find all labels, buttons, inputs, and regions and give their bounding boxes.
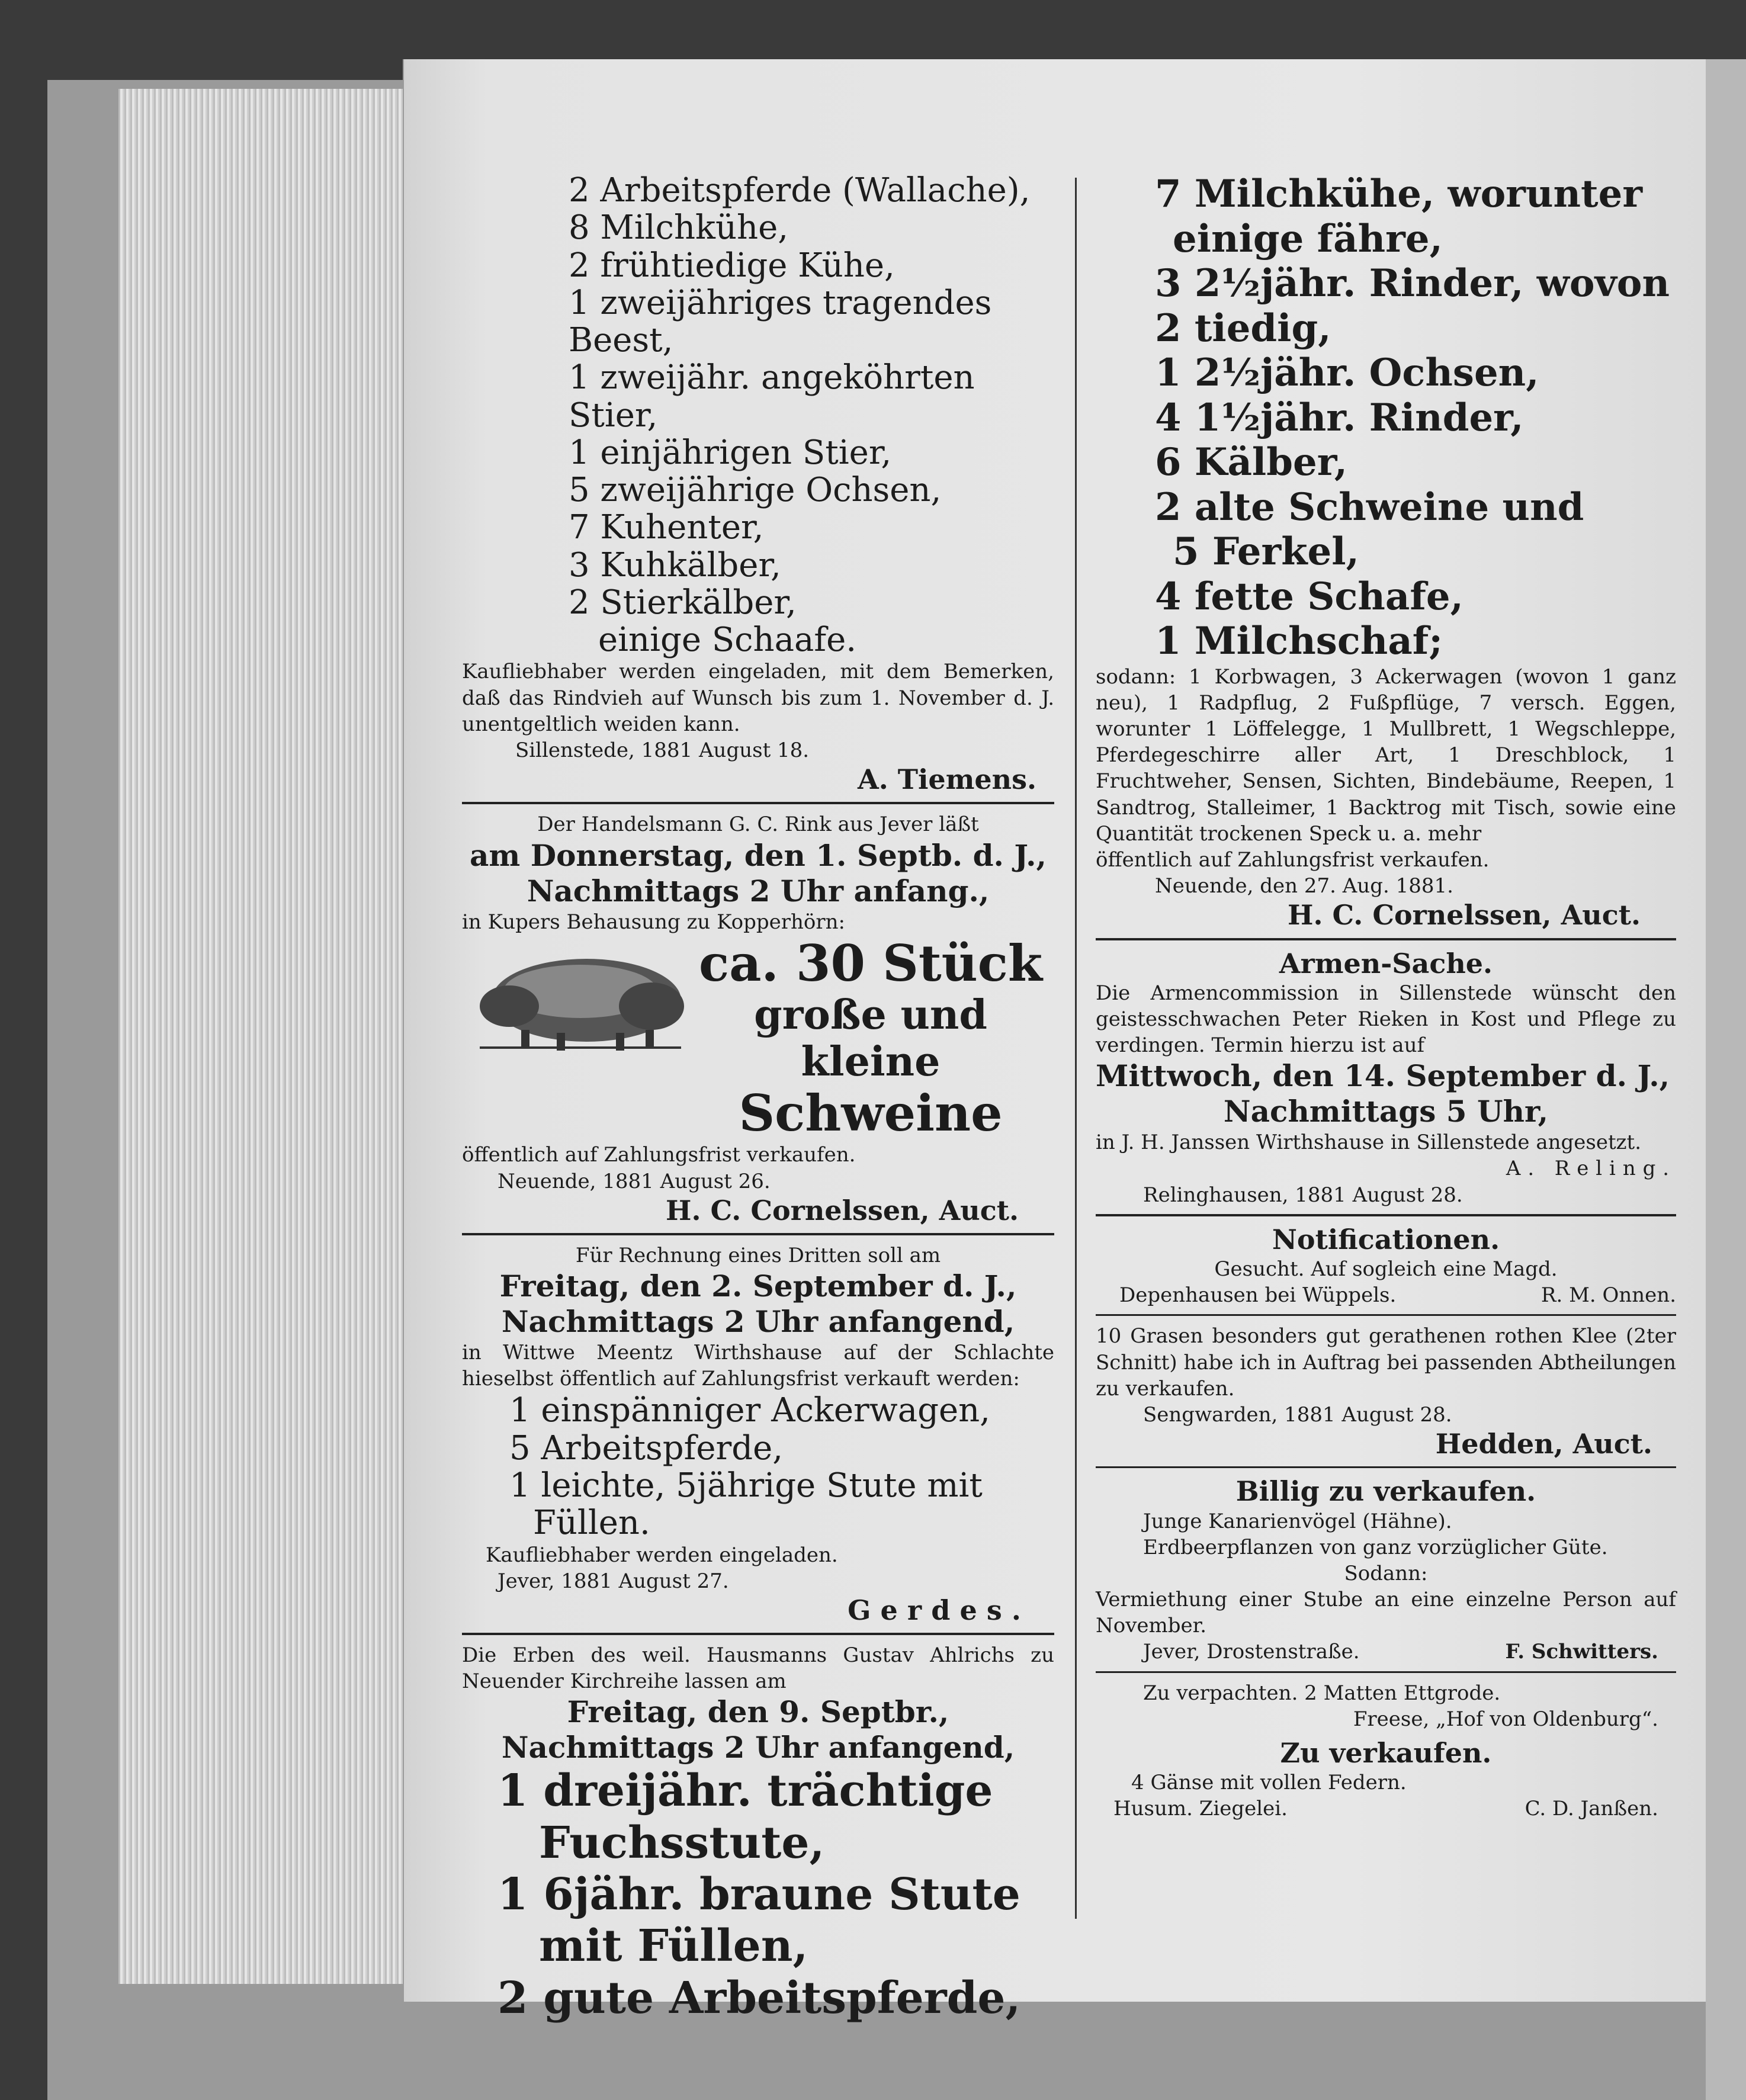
pig-block	[462, 935, 1054, 1142]
list-item: einige Schaafe.	[598, 621, 857, 660]
headline-item: 4 1½jähr. Rinder,	[1155, 395, 1524, 440]
pig-illustration	[468, 935, 693, 1059]
ad-date-line: Freitag, den 9. Septbr.,	[567, 1694, 949, 1730]
facing-page-edge	[1706, 59, 1746, 2100]
ad-separator	[1096, 938, 1676, 940]
ad-text: Vermiethung einer Stube an eine einzelne Person auf November.	[1096, 1588, 1676, 1638]
ad-signature: C. D. Janßen.	[1524, 1797, 1658, 1821]
ad-armen-sache	[1096, 948, 1676, 1208]
ad-separator	[1096, 1314, 1676, 1316]
list-item: 7 Kuhenter,	[569, 508, 764, 547]
ad-footer	[1096, 1282, 1676, 1308]
ad-date: Jever, 1881 August 27.	[498, 1569, 729, 1593]
ad-text: Gesucht. Auf sogleich eine Magd.	[1214, 1257, 1558, 1282]
ad-text: 10 Grasen besonders gut gerathenen rothen Klee (2ter Schnitt) habe ich in Auftrag bei passenden Abtheilungen zu verkaufen.	[1096, 1324, 1676, 1401]
ad-intro: Die Erben des weil. Hausmanns Gustav Ahlrichs zu Neuender Kirchreihe lassen am	[462, 1643, 1054, 1694]
ad-date: Neuende, 1881 August 26.	[498, 1169, 771, 1193]
headline-item: 1 dreijähr. trächtige	[498, 1765, 993, 1817]
headline-item: 1 2½jähr. Ochsen,	[1155, 351, 1539, 396]
ad-signature: F. Schwitters.	[1505, 1640, 1658, 1664]
headline-item: 2 gute Arbeitspferde,	[498, 1972, 1021, 2024]
list-item: 5 zweijährige Ochsen,	[569, 471, 942, 510]
ad-text: Zu verpachten. 2 Matten Ettgrode.	[1143, 1681, 1501, 1705]
ad-signature: A. Tiemens.	[858, 763, 1036, 796]
ad-footer	[1096, 1639, 1676, 1665]
ad-title: Notificationen.	[1272, 1223, 1500, 1255]
ad-time-line: Nachmittags 2 Uhr anfang.,	[527, 873, 990, 908]
ad-signature: Hedden, Auct.	[1435, 1428, 1652, 1460]
ad-place: Jever, Drostenstraße.	[1143, 1640, 1360, 1664]
ad-intro: Für Rechnung eines Dritten soll am	[575, 1243, 941, 1267]
list-item: 2 Arbeitspferde (Wallache),	[569, 171, 1031, 210]
list-item: Füllen.	[533, 1504, 650, 1543]
ad-separator	[1096, 1214, 1676, 1216]
headline-item: mit Füllen,	[539, 1921, 808, 1972]
ad-title: Billig zu verkaufen.	[1235, 1475, 1536, 1508]
ad-footer	[1096, 1796, 1676, 1822]
ad-signature: Freese, „Hof von Oldenburg“.	[1353, 1707, 1658, 1731]
headline-item: 3 2½jähr. Rinder, wovon 2 tiedig,	[1155, 261, 1670, 351]
ad-text: 4 Gänse mit vollen Federn.	[1131, 1771, 1407, 1795]
ad-note: Kaufliebhaber werden eingeladen, mit dem Bemerken, daß das Rindvieh auf Wunsch bis zum 1. November d. J. unentgeltlich weiden kann.	[462, 660, 1054, 736]
ad-title: Zu verkaufen.	[1280, 1737, 1492, 1770]
ad-separator	[462, 1633, 1054, 1635]
list-item: 5 Arbeitspferde,	[509, 1428, 784, 1468]
ad-horse-sale	[462, 1642, 1054, 2024]
pig-word: Schweine	[739, 1083, 1003, 1142]
ad-separator	[1096, 1671, 1676, 1673]
list-item: 2 frühtiedige Kühe,	[569, 246, 895, 285]
ad-lease	[1096, 1680, 1676, 1732]
ad-text: Sodann:	[1344, 1561, 1428, 1585]
ad-date: Sengwarden, 1881 August 28.	[1143, 1402, 1452, 1427]
ad-date-line: Freitag, den 2. September d. J.,	[499, 1269, 1017, 1304]
livestock-list	[462, 172, 1054, 659]
ad-date: Sillenstede, 1881 August 18.	[515, 738, 810, 763]
ad-note: Kaufliebhaber werden eingeladen.	[486, 1543, 838, 1567]
ad-notifications	[1096, 1224, 1676, 1309]
list-item: 1 zweijähriges tragendes Beest,	[569, 283, 992, 360]
ad-extra-items: sodann: 1 Korbwagen, 3 Ackerwagen (wovon 1 ganz neu), 1 Radpflug, 2 Fußpflüge, 7 versch. Eggen, worunter 1 Löffelegge, 1 Mullbrett, 1 Wegschleppe, Pferdegeschirre aller Art, 1 Dreschblock, 1 Fruchtweher, Sensen, Sichten, Bindebäume, Reepen, 1 Sandtrog, Stalleimer, 1 Backtrog mit Tisch, sowie eine Quantität trockenen Speck u. a. mehr	[1096, 664, 1676, 846]
ad-clover	[1096, 1323, 1676, 1460]
ad-date-line: am Donnerstag, den 1. Septb. d. J.,	[470, 837, 1047, 873]
right-column	[1096, 172, 1676, 1822]
list-item: 1 einspänniger Ackerwagen,	[509, 1391, 990, 1430]
ad-signature: H. C. Cornelssen, Auct.	[666, 1194, 1019, 1226]
ad-livestock-sale	[462, 172, 1054, 796]
ad-cheap-sale	[1096, 1475, 1676, 1665]
headline-item: 5 Ferkel,	[1173, 529, 1359, 574]
ad-location: in J. H. Janssen Wirthshause in Sillenstede angesetzt.	[1096, 1131, 1642, 1155]
ad-horse-wagon-sale	[462, 1242, 1054, 1627]
ad-title: Armen-Sache.	[1279, 947, 1493, 980]
ad-farm-auction	[1096, 172, 1676, 932]
ad-separator	[462, 802, 1054, 804]
headline-item: 1 Milchschaf;	[1155, 619, 1443, 664]
list-item: 8 Milchkühe,	[569, 208, 789, 248]
pig-headline	[687, 935, 1054, 1142]
column-divider	[1075, 178, 1077, 1919]
ad-separator	[462, 1233, 1054, 1235]
ad-terms: öffentlich auf Zahlungsfrist verkaufen.	[462, 1143, 856, 1167]
pig-count: ca. 30 Stück	[698, 933, 1043, 993]
headline-item: 6 Kälber,	[1155, 440, 1348, 485]
ad-signature: R. M. Onnen.	[1540, 1283, 1676, 1308]
ad-signature: H. C. Cornelssen, Auct.	[1288, 899, 1641, 932]
ad-text: Erdbeerpflanzen von ganz vorzüglicher Güte.	[1143, 1535, 1608, 1559]
ad-date: Relinghausen, 1881 August 28.	[1143, 1183, 1463, 1207]
ad-date: Neuende, den 27. Aug. 1881.	[1155, 874, 1453, 898]
list-item: 1 leichte, 5jährige Stute mit	[509, 1466, 983, 1505]
ad-signature: Gerdes.	[848, 1594, 1031, 1626]
list-item: 1 einjährigen Stier,	[569, 433, 892, 472]
ad-place: Husum. Ziegelei.	[1113, 1797, 1288, 1821]
ad-geese	[1096, 1737, 1676, 1822]
ad-time-line: Nachmittags 5 Uhr,	[1223, 1094, 1549, 1129]
ad-text: Junge Kanarienvögel (Hähne).	[1143, 1509, 1452, 1533]
headline-item: 4 fette Schafe,	[1155, 574, 1463, 619]
headline-item: 7 Milchkühe, worunter	[1155, 172, 1643, 216]
list-item: 1 zweijähr. angeköhrten Stier,	[569, 358, 975, 435]
left-column	[462, 172, 1054, 2024]
ad-location: in Wittwe Meentz Wirthshause auf der Schlachte hieselbst öffentlich auf Zahlungsfrist verkauft werden:	[462, 1341, 1054, 1391]
pig-size: große und kleine	[754, 991, 987, 1086]
list-item: 2 Stierkälber,	[569, 583, 797, 622]
ad-date-line: Mittwoch, den 14. September d. J.,	[1096, 1058, 1670, 1094]
page-edges	[118, 89, 415, 1984]
ad-separator	[1096, 1466, 1676, 1468]
headline-item: einige fähre,	[1173, 216, 1443, 261]
headline-item: 1 6jähr. braune Stute	[498, 1869, 1020, 1921]
ad-terms: öffentlich auf Zahlungsfrist verkaufen.	[1096, 847, 1490, 872]
ad-time-line: Nachmittags 2 Uhr anfangend,	[501, 1304, 1015, 1340]
list-item: 3 Kuhkälber,	[569, 545, 781, 585]
ad-intro: Der Handelsmann G. C. Rink aus Jever läßt	[537, 813, 979, 837]
ad-location: in Kupers Behausung zu Kopperhörn:	[462, 910, 845, 934]
ad-text: Die Armencommission in Sillenstede wünscht den geistesschwachen Peter Rieken in Kost und Pflege zu verdingen. Termin hierzu ist auf	[1096, 981, 1676, 1058]
ad-time-line: Nachmittags 2 Uhr anfangend,	[501, 1730, 1015, 1765]
ad-signature: A. Reling.	[1506, 1157, 1676, 1181]
headline-item: Fuchsstute,	[539, 1817, 825, 1868]
headline-item: 2 alte Schweine und	[1155, 484, 1584, 529]
ad-place: Depenhausen bei Wüppels.	[1119, 1283, 1397, 1308]
ad-pig-sale	[462, 811, 1054, 1227]
